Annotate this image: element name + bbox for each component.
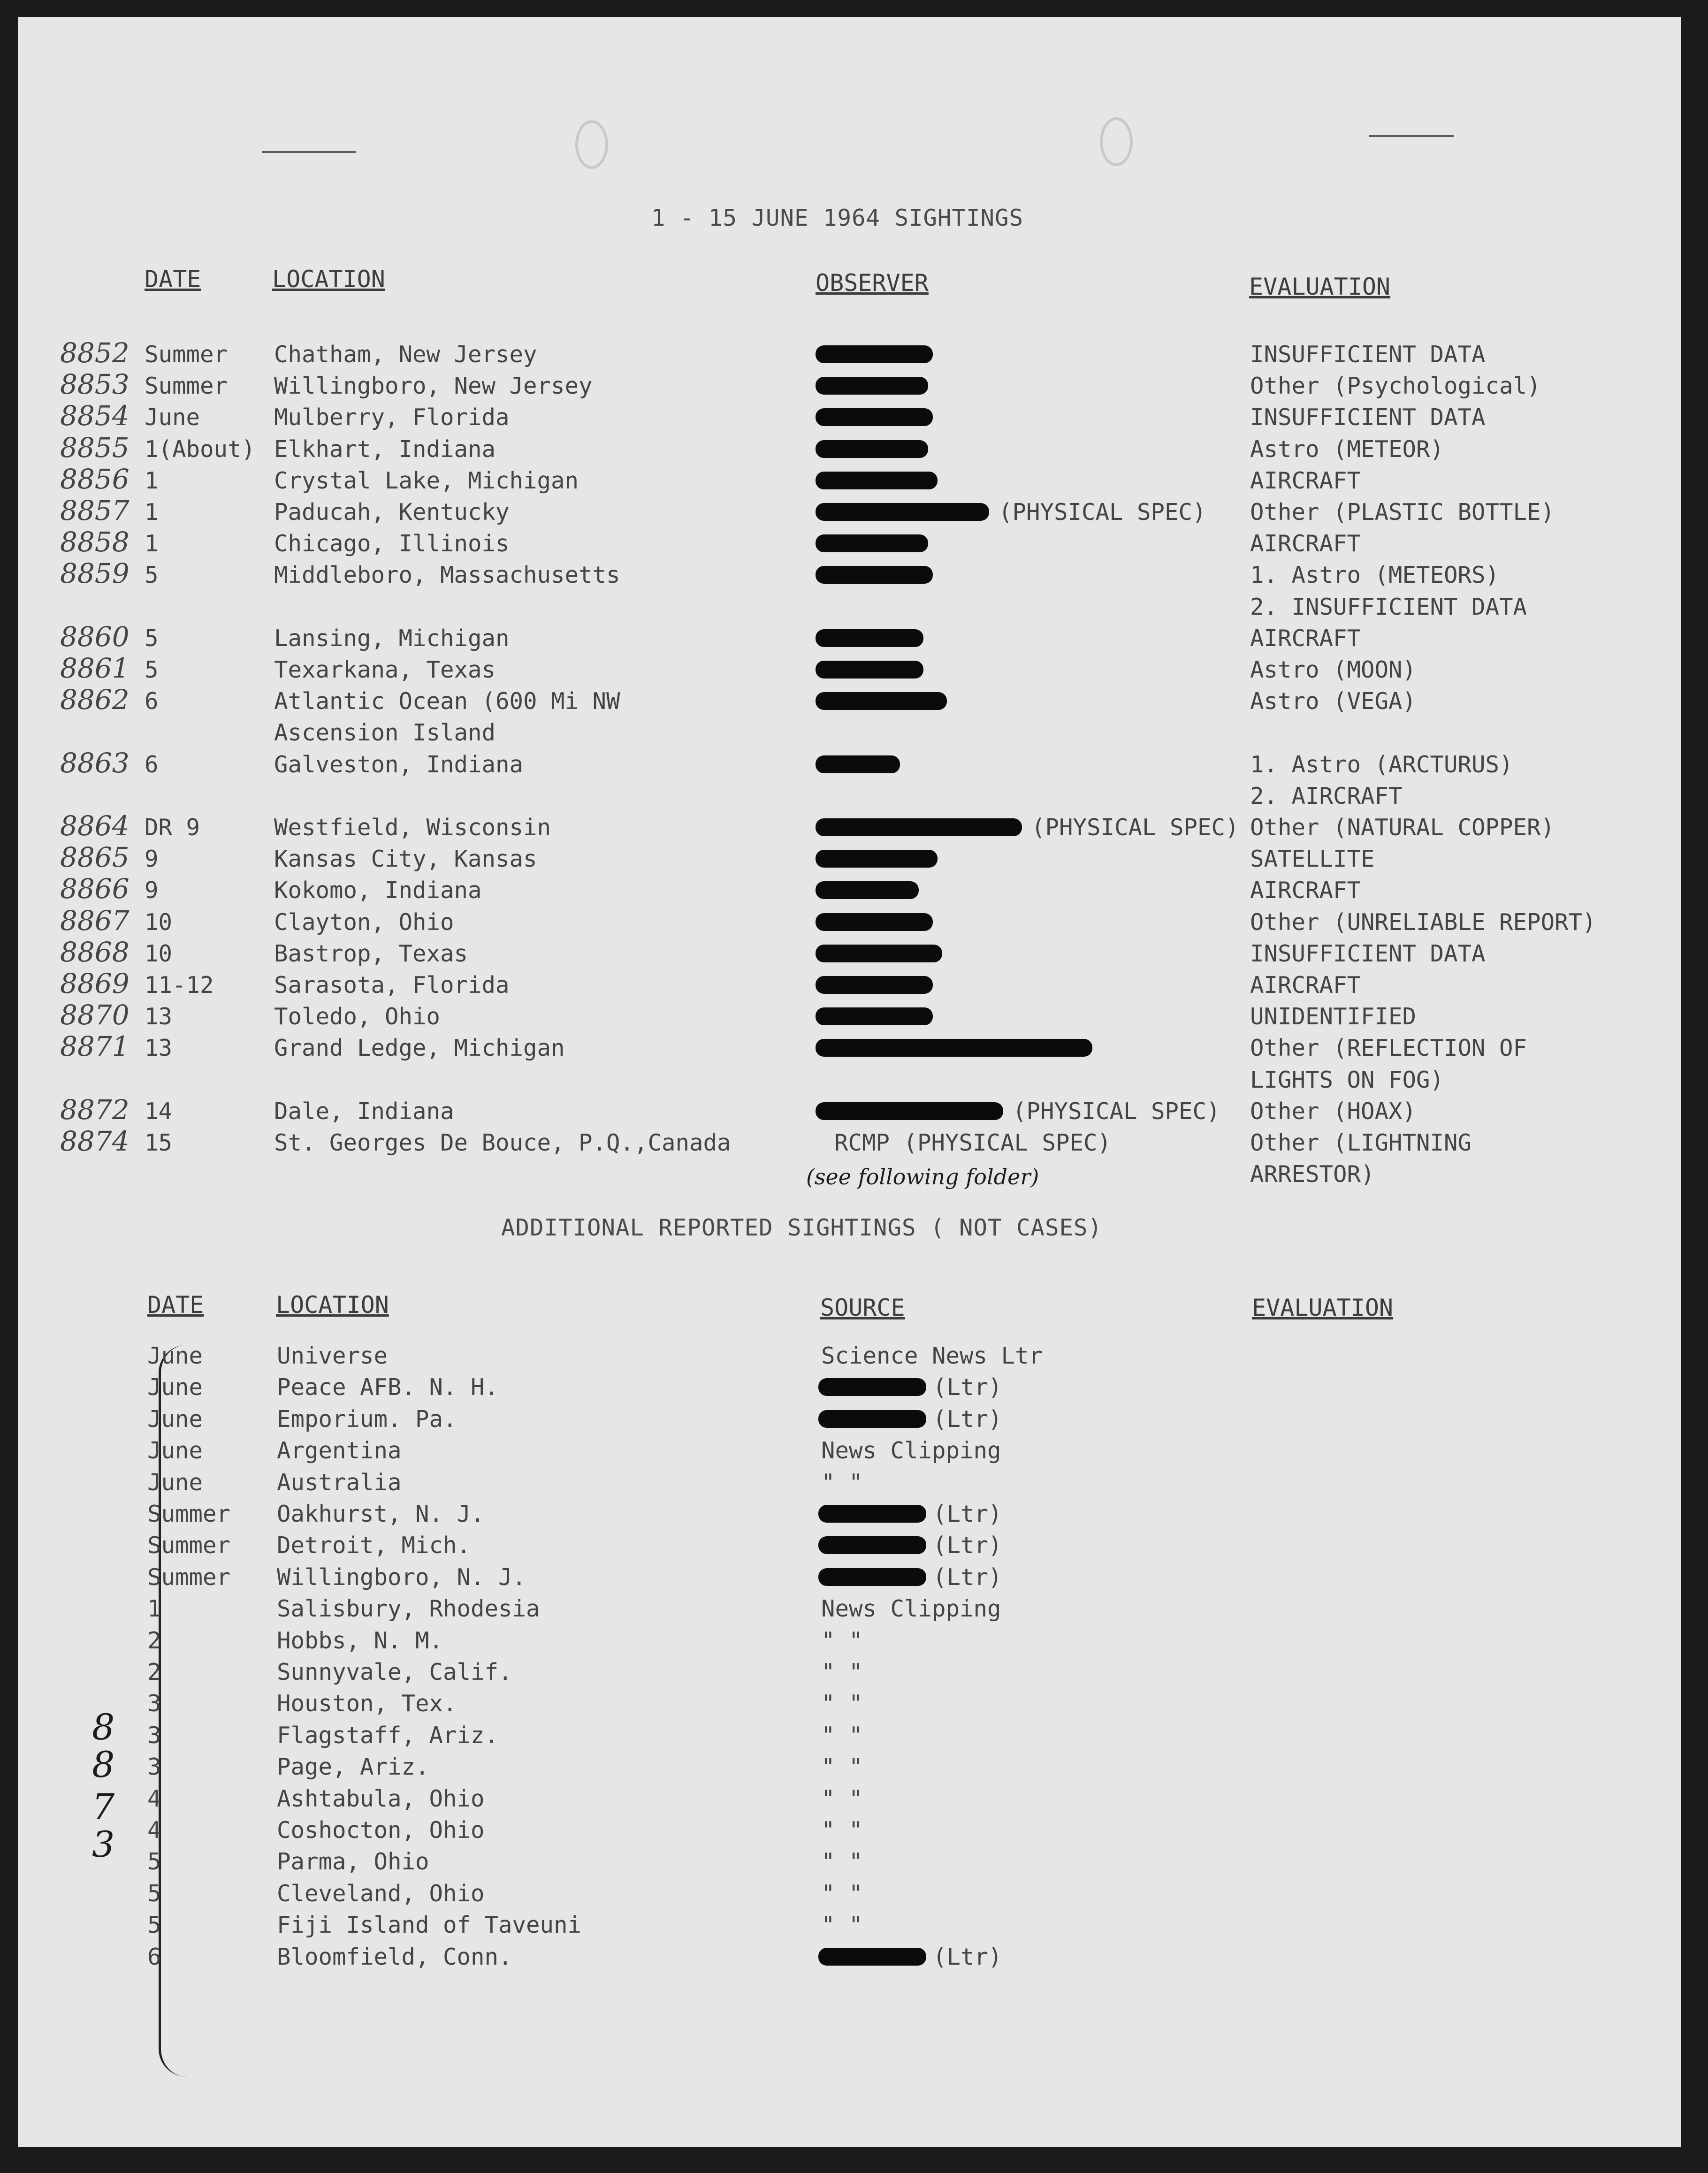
redacted-source: [818, 1410, 926, 1428]
margin-digit: 7: [92, 1786, 115, 1828]
row-location: Chatham, New Jersey: [274, 341, 537, 368]
row-source: (Ltr): [933, 1943, 1002, 1970]
row-date: 6: [145, 751, 159, 778]
row-location: Detroit, Mich.: [277, 1532, 471, 1559]
row-location: Willingboro, N. J.: [277, 1563, 526, 1591]
table-row: [18, 841, 1681, 877]
redacted-observer: [816, 1039, 1092, 1057]
row-date: June: [147, 1405, 203, 1433]
redacted-observer: [816, 1102, 1003, 1120]
row-evaluation: Other (NATURAL COPPER): [1250, 814, 1555, 841]
row-source: " ": [821, 1659, 863, 1685]
row-date: 5: [147, 1912, 161, 1939]
row-date: 1: [145, 467, 159, 494]
case-number: 8861: [60, 652, 130, 684]
table-row: [18, 526, 1681, 562]
row-location: Westfield, Wisconsin: [274, 814, 551, 841]
row-location: Toledo, Ohio: [274, 1003, 441, 1030]
table-row: [18, 1785, 1681, 1817]
row-location: Mulberry, Florida: [274, 404, 510, 431]
redacted-observer: [816, 755, 900, 773]
row-location: Galveston, Indiana: [274, 751, 524, 778]
table-row: [18, 431, 1681, 467]
table-row: [18, 652, 1681, 688]
case-number: 8874: [60, 1125, 130, 1157]
row-source: " ": [821, 1880, 863, 1907]
table-row: [18, 1125, 1681, 1161]
margin-mark-left: [262, 151, 356, 153]
table-row: [18, 400, 1681, 435]
row-location: Peace AFB. N. H.: [277, 1374, 499, 1401]
case-number: 8864: [60, 810, 130, 842]
redacted-source: [818, 1505, 926, 1523]
row-location: Fiji Island of Taveuni: [277, 1912, 582, 1939]
table-row: [18, 1690, 1681, 1722]
margin-digit: 8: [92, 1706, 115, 1748]
row-source: " ": [821, 1627, 863, 1654]
table-row: [18, 1816, 1681, 1848]
redacted-source: [818, 1536, 926, 1554]
table-row: [18, 936, 1681, 972]
row-date: Summer: [145, 373, 228, 400]
row-location: Flagstaff, Ariz.: [277, 1722, 499, 1749]
row-evaluation: AIRCRAFT: [1250, 877, 1361, 904]
row-date: Summer: [147, 1563, 231, 1591]
row-date: June: [145, 404, 200, 431]
row-evaluation: Astro (VEGA): [1250, 688, 1417, 715]
row-evaluation: AIRCRAFT: [1250, 467, 1361, 494]
redacted-observer: [816, 472, 938, 489]
row-evaluation: UNIDENTIFIED: [1250, 1003, 1417, 1030]
table-row: [18, 1753, 1681, 1785]
row-location: Australia: [277, 1469, 402, 1496]
row-location: Sunnyvale, Calif.: [277, 1659, 512, 1685]
row-source: (Ltr): [933, 1532, 1002, 1559]
punch-hole-left: [575, 120, 608, 169]
punch-hole-right: [1100, 117, 1133, 166]
row-date: 4: [147, 1785, 161, 1812]
row-evaluation: Astro (METEOR): [1250, 435, 1444, 463]
row-location: Paducah, Kentucky: [274, 499, 510, 526]
redacted-observer: [816, 818, 1022, 836]
redacted-observer: [816, 850, 938, 868]
case-number: 8857: [60, 495, 130, 526]
row-location: Middleboro, Massachusetts: [274, 562, 620, 589]
case-number: 8862: [60, 684, 130, 716]
case-number: 8868: [60, 936, 130, 968]
row-evaluation: AIRCRAFT: [1250, 530, 1361, 557]
row-evaluation: Other (REFLECTION OF: [1250, 1035, 1527, 1062]
row-source: Science News Ltr: [821, 1342, 1043, 1369]
row-date: 10: [145, 908, 173, 936]
table-row: [18, 1595, 1681, 1627]
redacted-source: [818, 1378, 926, 1396]
header-observer: OBSERVER: [816, 269, 929, 297]
row-date: Summer: [147, 1501, 231, 1527]
row-date: 13: [145, 1003, 173, 1030]
table-row: [18, 1066, 1681, 1098]
case-number: 8867: [60, 904, 130, 937]
case-number: 8866: [60, 873, 130, 905]
row-date: 5: [145, 656, 159, 683]
row-location: Willingboro, New Jersey: [274, 373, 593, 400]
case-number: 8852: [60, 337, 130, 369]
row-location: Emporium. Pa.: [277, 1405, 457, 1433]
redacted-observer: [816, 1007, 933, 1025]
observer-note: RCMP (PHYSICAL SPEC): [834, 1129, 1112, 1156]
table-row: [18, 904, 1681, 940]
row-evaluation: AIRCRAFT: [1250, 625, 1361, 652]
row-location: Texarkana, Texas: [274, 656, 496, 683]
case-number: 8855: [60, 431, 130, 464]
section2-title: ADDITIONAL REPORTED SIGHTINGS ( NOT CASES): [501, 1214, 1103, 1241]
table-row: [18, 873, 1681, 908]
row-date: 11-12: [145, 972, 214, 999]
row-location: Coshocton, Ohio: [277, 1817, 485, 1844]
table-row: [18, 968, 1681, 1003]
row-location: Bloomfield, Conn.: [277, 1943, 512, 1970]
table-row: [18, 1030, 1681, 1066]
case-number: 8872: [60, 1093, 130, 1126]
row-source: " ": [821, 1722, 863, 1749]
table-row: [18, 719, 1681, 751]
margin-digit: 3: [92, 1823, 115, 1865]
row-evaluation: INSUFFICIENT DATA: [1250, 341, 1486, 368]
redacted-source: [818, 1568, 926, 1586]
margin-mark-right: [1369, 135, 1454, 137]
table-row: [18, 782, 1681, 814]
table-row: [18, 1405, 1681, 1437]
row-date: 1: [147, 1595, 161, 1623]
row-date: 2: [147, 1627, 161, 1654]
table-row: [18, 999, 1681, 1035]
redacted-observer: [816, 345, 933, 363]
row-date: 9: [145, 877, 159, 904]
row-source: " ": [821, 1469, 863, 1496]
row-evaluation: INSUFFICIENT DATA: [1250, 940, 1486, 967]
header2-source: SOURCE: [820, 1294, 905, 1321]
table-row: [18, 337, 1681, 373]
table-row: [18, 1943, 1681, 1975]
table-row: [18, 1627, 1681, 1659]
row-location: Houston, Tex.: [277, 1690, 457, 1717]
row-date: 5: [145, 625, 159, 652]
document-page: [18, 17, 1681, 2147]
redacted-observer: [816, 661, 923, 679]
redacted-observer: [816, 440, 928, 458]
observer-note: (PHYSICAL SPEC): [1013, 1098, 1220, 1125]
case-number: 8856: [60, 463, 130, 495]
row-evaluation: ARRESTOR): [1250, 1161, 1375, 1188]
redacted-observer: [816, 566, 933, 584]
case-number: 8854: [60, 400, 130, 432]
row-location: Kansas City, Kansas: [274, 846, 537, 873]
row-evaluation: Other (LIGHTNING: [1250, 1129, 1472, 1156]
case-number: 8869: [60, 968, 130, 999]
header2-location: LOCATION: [276, 1291, 389, 1319]
row-evaluation: Other (UNRELIABLE REPORT): [1250, 908, 1596, 936]
row-date: Summer: [145, 341, 228, 368]
row-location: Elkhart, Indiana: [274, 435, 496, 463]
row-source: (Ltr): [933, 1563, 1002, 1591]
row-date: June: [147, 1374, 203, 1401]
row-location: Bastrop, Texas: [274, 940, 468, 967]
row-source: News Clipping: [821, 1437, 1001, 1464]
row-date: 3: [147, 1754, 161, 1781]
table-row: [18, 368, 1681, 404]
row-date: DR 9: [145, 814, 200, 841]
observer-note: (PHYSICAL SPEC): [999, 499, 1206, 526]
row-location: Sarasota, Florida: [274, 972, 510, 999]
row-location: Ascension Island: [274, 719, 496, 747]
row-date: 4: [147, 1817, 161, 1844]
table-row: [18, 1342, 1681, 1374]
table-row: [18, 1469, 1681, 1501]
redacted-source: [818, 1948, 926, 1966]
row-location: Salisbury, Rhodesia: [277, 1595, 540, 1623]
margin-digit: 8: [92, 1744, 115, 1785]
row-source: " ": [821, 1912, 863, 1939]
row-location: St. Georges De Bouce, P.Q.,Canada: [274, 1129, 731, 1156]
redacted-observer: [816, 881, 919, 899]
row-source: " ": [821, 1754, 863, 1781]
header-evaluation: EVALUATION: [1249, 273, 1391, 300]
row-date: 13: [145, 1035, 173, 1062]
header-date: DATE: [145, 266, 201, 293]
case-number: 8863: [60, 747, 130, 779]
table-row: [18, 1093, 1681, 1129]
row-location: Kokomo, Indiana: [274, 877, 482, 904]
row-date: 3: [147, 1690, 161, 1717]
row-source: " ": [821, 1690, 863, 1717]
table-row: [18, 684, 1681, 719]
row-date: 3: [147, 1722, 161, 1749]
redacted-observer: [816, 913, 933, 931]
row-location: Ashtabula, Ohio: [277, 1785, 485, 1812]
row-evaluation: INSUFFICIENT DATA: [1250, 404, 1486, 431]
header2-evaluation: EVALUATION: [1252, 1294, 1394, 1321]
table-row: [18, 495, 1681, 530]
row-date: 6: [147, 1943, 161, 1970]
row-date: 5: [147, 1880, 161, 1907]
row-location: Dale, Indiana: [274, 1098, 454, 1125]
row-date: June: [147, 1437, 203, 1464]
redacted-observer: [816, 945, 942, 962]
row-date: 15: [145, 1129, 173, 1156]
row-date: 2: [147, 1659, 161, 1685]
row-evaluation: SATELLITE: [1250, 846, 1375, 873]
case-number: 8858: [60, 526, 130, 558]
page-title: 1 - 15 JUNE 1964 SIGHTINGS: [651, 205, 1024, 231]
row-date: 6: [145, 688, 159, 715]
row-date: June: [147, 1469, 203, 1496]
row-location: Cleveland, Ohio: [277, 1880, 485, 1907]
row-source: " ": [821, 1848, 863, 1876]
redacted-observer: [816, 692, 947, 710]
row-source: " ": [821, 1785, 863, 1812]
row-location: Lansing, Michigan: [274, 625, 510, 652]
row-evaluation: 1. Astro (METEORS): [1250, 562, 1500, 589]
row-location: Atlantic Ocean (600 Mi NW: [274, 688, 620, 715]
table-row: [18, 1880, 1681, 1912]
case-number: 8865: [60, 841, 130, 874]
table-row: [18, 620, 1681, 656]
case-number: 8859: [60, 557, 130, 590]
row-date: 5: [147, 1848, 161, 1876]
row-source: News Clipping: [821, 1595, 1001, 1623]
row-location: Parma, Ohio: [277, 1848, 429, 1876]
row-evaluation: 2. AIRCRAFT: [1250, 782, 1403, 809]
row-evaluation: Astro (MOON): [1250, 656, 1417, 683]
row-date: 1: [145, 530, 159, 557]
row-evaluation: Other (Psychological): [1250, 373, 1541, 400]
redacted-observer: [816, 503, 989, 521]
case-number: 8870: [60, 999, 130, 1031]
redacted-observer: [816, 534, 928, 552]
row-date: June: [147, 1342, 203, 1369]
redacted-observer: [816, 377, 928, 395]
table-row: [18, 1563, 1681, 1595]
row-date: Summer: [147, 1532, 231, 1559]
row-date: 5: [145, 562, 159, 589]
row-evaluation: 1. Astro (ARCTURUS): [1250, 751, 1513, 778]
observer-note: (PHYSICAL SPEC): [1031, 814, 1239, 841]
case-number: 8860: [60, 620, 130, 653]
table-row: [18, 1500, 1681, 1532]
row-date: 10: [145, 940, 173, 967]
row-location: Oakhurst, N. J.: [277, 1501, 485, 1527]
handwritten-note: (see following folder): [806, 1164, 1039, 1189]
redacted-observer: [816, 629, 923, 647]
table-row: [18, 810, 1681, 846]
row-location: Grand Ledge, Michigan: [274, 1035, 565, 1062]
row-source: (Ltr): [933, 1405, 1002, 1433]
table-row: [18, 1658, 1681, 1690]
row-location: Universe: [277, 1342, 388, 1369]
row-evaluation: Other (PLASTIC BOTTLE): [1250, 499, 1555, 526]
table-row: [18, 1437, 1681, 1469]
table-row: [18, 557, 1681, 593]
table-row: [18, 463, 1681, 499]
row-location: Argentina: [277, 1437, 402, 1464]
header-location: LOCATION: [272, 266, 385, 293]
redacted-observer: [816, 976, 933, 994]
table-row: [18, 1532, 1681, 1563]
row-location: Clayton, Ohio: [274, 908, 454, 936]
table-row: [18, 1848, 1681, 1880]
case-number: 8853: [60, 368, 130, 401]
table-row: [18, 593, 1681, 625]
table-row: [18, 1373, 1681, 1405]
row-evaluation: Other (HOAX): [1250, 1098, 1417, 1125]
row-evaluation: LIGHTS ON FOG): [1250, 1066, 1444, 1093]
row-location: Page, Ariz.: [277, 1754, 429, 1781]
row-location: Hobbs, N. M.: [277, 1627, 443, 1654]
redacted-observer: [816, 408, 933, 426]
table-row: [18, 747, 1681, 783]
row-evaluation: AIRCRAFT: [1250, 972, 1361, 999]
table-row: [18, 1911, 1681, 1943]
row-date: 1(About): [145, 435, 256, 463]
case-number: 8871: [60, 1030, 130, 1063]
table-row: [18, 1722, 1681, 1754]
row-date: 1: [145, 499, 159, 526]
row-location: Chicago, Illinois: [274, 530, 510, 557]
row-source: (Ltr): [933, 1374, 1002, 1401]
row-date: 9: [145, 846, 159, 873]
row-location: Crystal Lake, Michigan: [274, 467, 579, 494]
row-source: (Ltr): [933, 1501, 1002, 1527]
row-date: 14: [145, 1098, 173, 1125]
row-evaluation: 2. INSUFFICIENT DATA: [1250, 593, 1527, 620]
row-source: " ": [821, 1817, 863, 1844]
header2-date: DATE: [147, 1291, 204, 1319]
